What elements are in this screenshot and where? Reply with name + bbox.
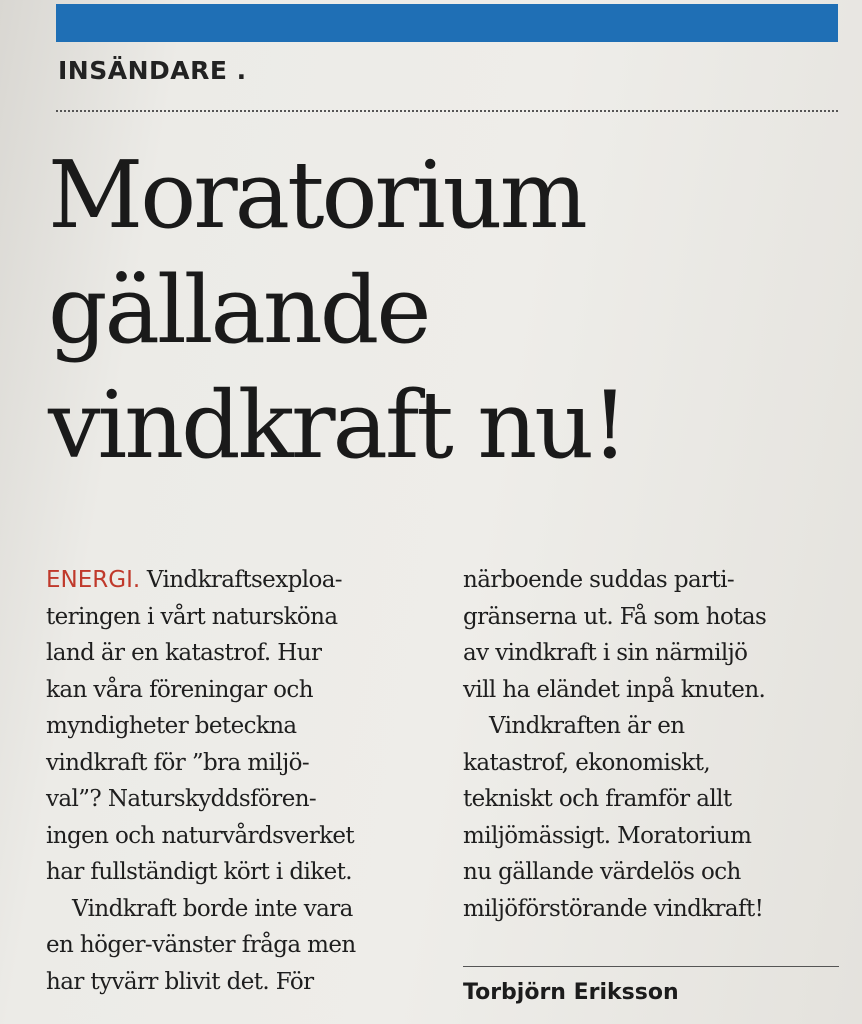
headline [48, 138, 838, 483]
headline-line: Moratorium [48, 141, 585, 249]
text-line: land är en katastrof. Hur [46, 640, 322, 666]
headline-line: gällande [48, 256, 429, 364]
text-line: av vindkraft i sin närmiljö [463, 640, 748, 666]
text-line-rest: Vindkraftsexploa- [140, 567, 342, 593]
text-line: miljöförstörande vindkraft! [463, 895, 764, 922]
text-line: nu gällande värdelös och [463, 859, 741, 885]
text-line: vill ha eländet inpå knuten. [463, 676, 766, 703]
section-color-bar [56, 4, 838, 42]
text-line: har tyvärr blivit det. För [46, 968, 314, 995]
section-label [58, 56, 247, 85]
article-column-left [46, 562, 426, 1000]
article-column-right [463, 562, 843, 927]
text-line: kan våra föreningar och [46, 676, 313, 703]
text-line: katastrof, ekonomiskt, [463, 749, 711, 776]
headline-line: vindkraft nu! [48, 371, 626, 479]
author-signature: Torbjörn Eriksson [463, 980, 679, 1005]
text-line: Vindkraft borde inte vara [72, 895, 353, 922]
signature-divider [463, 966, 839, 967]
text-line: ingen och naturvårdsverket [46, 822, 355, 849]
section-label-dot: . [227, 56, 247, 85]
text-line: teringen i vårt natursköna [46, 603, 338, 630]
text-line: har fullständigt kört i diket. [46, 859, 352, 885]
paragraph [46, 891, 426, 1001]
kicker: ENERGI. [46, 567, 141, 593]
dotted-divider [56, 110, 838, 112]
text-line: en höger-vänster fråga men [46, 932, 356, 958]
text-line: vindkraft för ”bra miljö- [46, 749, 310, 776]
paragraph [463, 562, 843, 708]
text-line: tekniskt och framför allt [463, 786, 732, 812]
text-line: gränserna ut. Få som hotas [463, 603, 767, 630]
text-line: miljömässigt. Moratorium [463, 822, 752, 849]
text-line: myndigheter beteckna [46, 713, 297, 739]
section-label-text: INSÄNDARE [58, 56, 228, 85]
text-line: Vindkraften är en [489, 713, 685, 739]
paragraph [463, 708, 843, 927]
text-line: närboende suddas parti- [463, 567, 735, 593]
text-line: val”? Naturskyddsfören- [46, 786, 317, 812]
paragraph [46, 562, 426, 891]
text-line [46, 562, 426, 599]
